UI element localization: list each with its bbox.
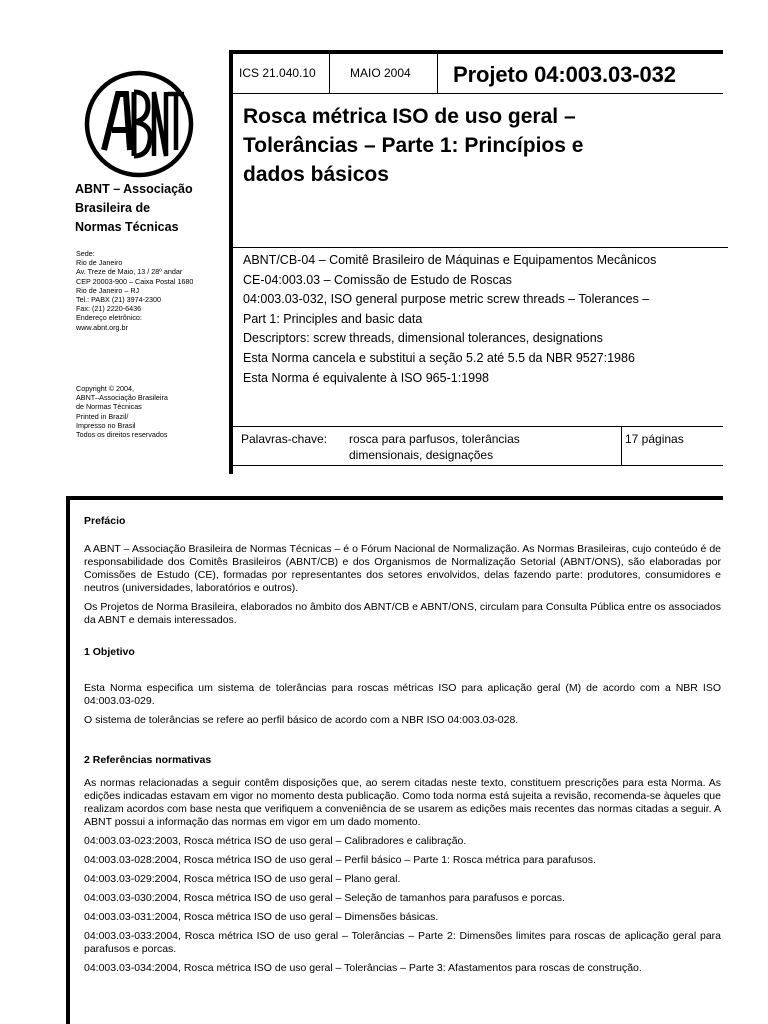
english-title-line: Part 1: Principles and basic data — [243, 311, 423, 326]
document-body — [84, 515, 721, 975]
keywords-line: dimensionais, designações — [349, 448, 494, 462]
page-count: 17 páginas — [625, 432, 684, 446]
header-divider — [437, 54, 438, 93]
org-name-line-3: Normas Técnicas — [75, 220, 179, 234]
paragraph: O sistema de tolerâncias se refere ao perfil básico de acordo com a NBR ISO 04:003.03-028. — [84, 714, 519, 726]
organization-name — [75, 180, 225, 237]
header-divider — [329, 54, 330, 93]
title-line-1: Rosca métrica ISO de uso geral – — [243, 105, 576, 128]
equivalence-line: Esta Norma é equivalente à ISO 965-1:1998 — [243, 370, 489, 385]
website-link[interactable]: www.abnt.org.br — [76, 322, 128, 332]
publication-date: MAIO 2004 — [350, 66, 411, 80]
reference-item: 04:003.03-034:2004, Rosca métrica ISO de uso geral – Tolerâncias – Parte 3: Afastamentos para roscas de construção. — [84, 962, 642, 974]
address-line: Endereço eletrônico: — [76, 313, 142, 323]
document-metadata — [243, 251, 723, 388]
paragraph: Esta Norma especifica um sistema de tolerâncias para roscas métricas ISO para aplicação geral (M) de acordo com a NBR ISO 04:003.03-029. — [84, 682, 721, 707]
paragraph: As normas relacionadas a seguir contêm disposições que, ao serem citadas neste texto, constituem prescrições para esta Norma. As edições indicadas estavam em vigor no momento desta publicação. Como toda norma está sujeita a revisão, recomenda-se àqueles que realizam acordos com base nesta que verifiquem a conveniência de se usarem as edições mais recentes das normas citadas a seguir. A ABNT possui a informação das normas em vigor em um dado momento. — [84, 777, 721, 828]
reference-item: 04:003.03-029:2004, Rosca métrica ISO de uso geral – Plano geral. — [84, 873, 401, 885]
section-heading: Prefácio — [84, 515, 126, 527]
header-rule — [233, 247, 728, 248]
paragraph: Os Projetos de Norma Brasileira, elaborados no âmbito dos ABNT/CB e ABNT/ONS, circulam para Consulta Pública entre os associados da ABNT e demais interessados. — [84, 601, 721, 626]
org-name-line-2: Brasileira de — [75, 201, 151, 215]
document-title — [243, 102, 713, 189]
copyright-notice — [76, 384, 226, 439]
keywords-label: Palavras-chave: — [241, 432, 328, 446]
reference-item: 04:003.03-031:2004, Rosca métrica ISO de uso geral – Dimensões básicas. — [84, 911, 439, 923]
copyright-line: de Normas Técnicas — [76, 402, 142, 412]
abnt-logo — [84, 70, 194, 178]
copyright-line: Copyright © 2004, — [76, 384, 135, 393]
section-heading: 1 Objetivo — [84, 646, 135, 658]
title-line-3: dados básicos — [243, 163, 389, 186]
header-rule — [233, 426, 723, 427]
copyright-line: Todos os direitos reservados — [76, 430, 168, 440]
study-commission-line: CE-04:003.03 – Comissão de Estudo de Roscas — [243, 272, 512, 287]
copyright-line: Impresso no Brasil — [76, 420, 136, 430]
replacement-line: Esta Norma cancela e substitui a seção 5.2 até 5.5 da NBR 9527:1986 — [243, 350, 635, 365]
reference-item: 04:003.03-030:2004, Rosca métrica ISO de uso geral – Seleção de tamanhos para parafusos e porcas. — [84, 892, 565, 904]
address-line: Sede: — [76, 249, 95, 258]
abnt-logo-icon — [84, 70, 194, 178]
address-line: Tel.: PABX (21) 3974-2300 — [76, 295, 161, 305]
header-rule — [233, 93, 723, 94]
address-line: Fax: (21) 2220-6436 — [76, 304, 142, 314]
reference-item: 04:003.03-033:2004, Rosca métrica ISO de uso geral – Tolerâncias – Parte 2: Dimensões limites para roscas de aplicação geral para parafusos e porcas. — [84, 930, 721, 955]
section-heading: 2 Referências normativas — [84, 754, 212, 766]
title-line-2: Tolerâncias – Parte 1: Princípios e — [243, 134, 584, 157]
header-top-rule — [229, 50, 723, 54]
header-left-rule — [229, 50, 233, 474]
header-rule — [233, 465, 723, 466]
ics-code: ICS 21.040.10 — [239, 66, 316, 80]
copyright-line: ABNT–Associação Brasileira — [76, 393, 168, 403]
reference-item: 04:003.03-023:2003, Rosca métrica ISO de uso geral – Calibradores e calibração. — [84, 835, 467, 847]
body-left-rule — [66, 496, 70, 1024]
body-top-rule — [66, 496, 723, 500]
org-name-line-1: ABNT – Associação — [75, 182, 193, 196]
keywords-line: rosca para parfusos, tolerâncias — [349, 432, 520, 446]
paragraph: A ABNT – Associação Brasileira de Normas Técnicas – é o Fórum Nacional de Normalização. As Normas Brasileiras, cujo conteúdo é de responsabilidade dos Comitês Brasileiros (ABNT/CB) e dos Organismos de Normalização Setorial (ABNT/ONS), são elaboradas por Comissões de Estudo (CE), formadas por representantes dos setores envolvidos, delas fazendo parte: produtores, consumidores e neutros (universidades, laboratórios e outros). — [84, 543, 721, 594]
keywords — [349, 431, 619, 463]
address-line: Av. Treze de Maio, 13 / 28º andar — [76, 267, 183, 277]
address-line: Rio de Janeiro — [76, 258, 123, 268]
descriptors-line: Descriptors: screw threads, dimensional tolerances, designations — [243, 331, 603, 346]
reference-item: 04:003.03-028:2004, Rosca métrica ISO de uso geral – Perfil básico – Parte 1: Rosca métrica para parafusos. — [84, 854, 596, 866]
copyright-line: Printed in Brazil/ — [76, 411, 129, 421]
address-line: CEP 20003-900 – Caixa Postal 1680 — [76, 276, 194, 286]
address-line: Rio de Janeiro – RJ — [76, 285, 140, 295]
committee-line: ABNT/CB-04 – Comitê Brasileiro de Máquinas e Equipamentos Mecânicos — [243, 253, 657, 267]
header-divider — [621, 427, 622, 465]
organization-address — [76, 249, 236, 332]
english-title-line: 04:003.03-032, ISO general purpose metric screw threads – Tolerances – — [243, 292, 650, 307]
project-number: Projeto 04:003.03-032 — [453, 62, 676, 87]
